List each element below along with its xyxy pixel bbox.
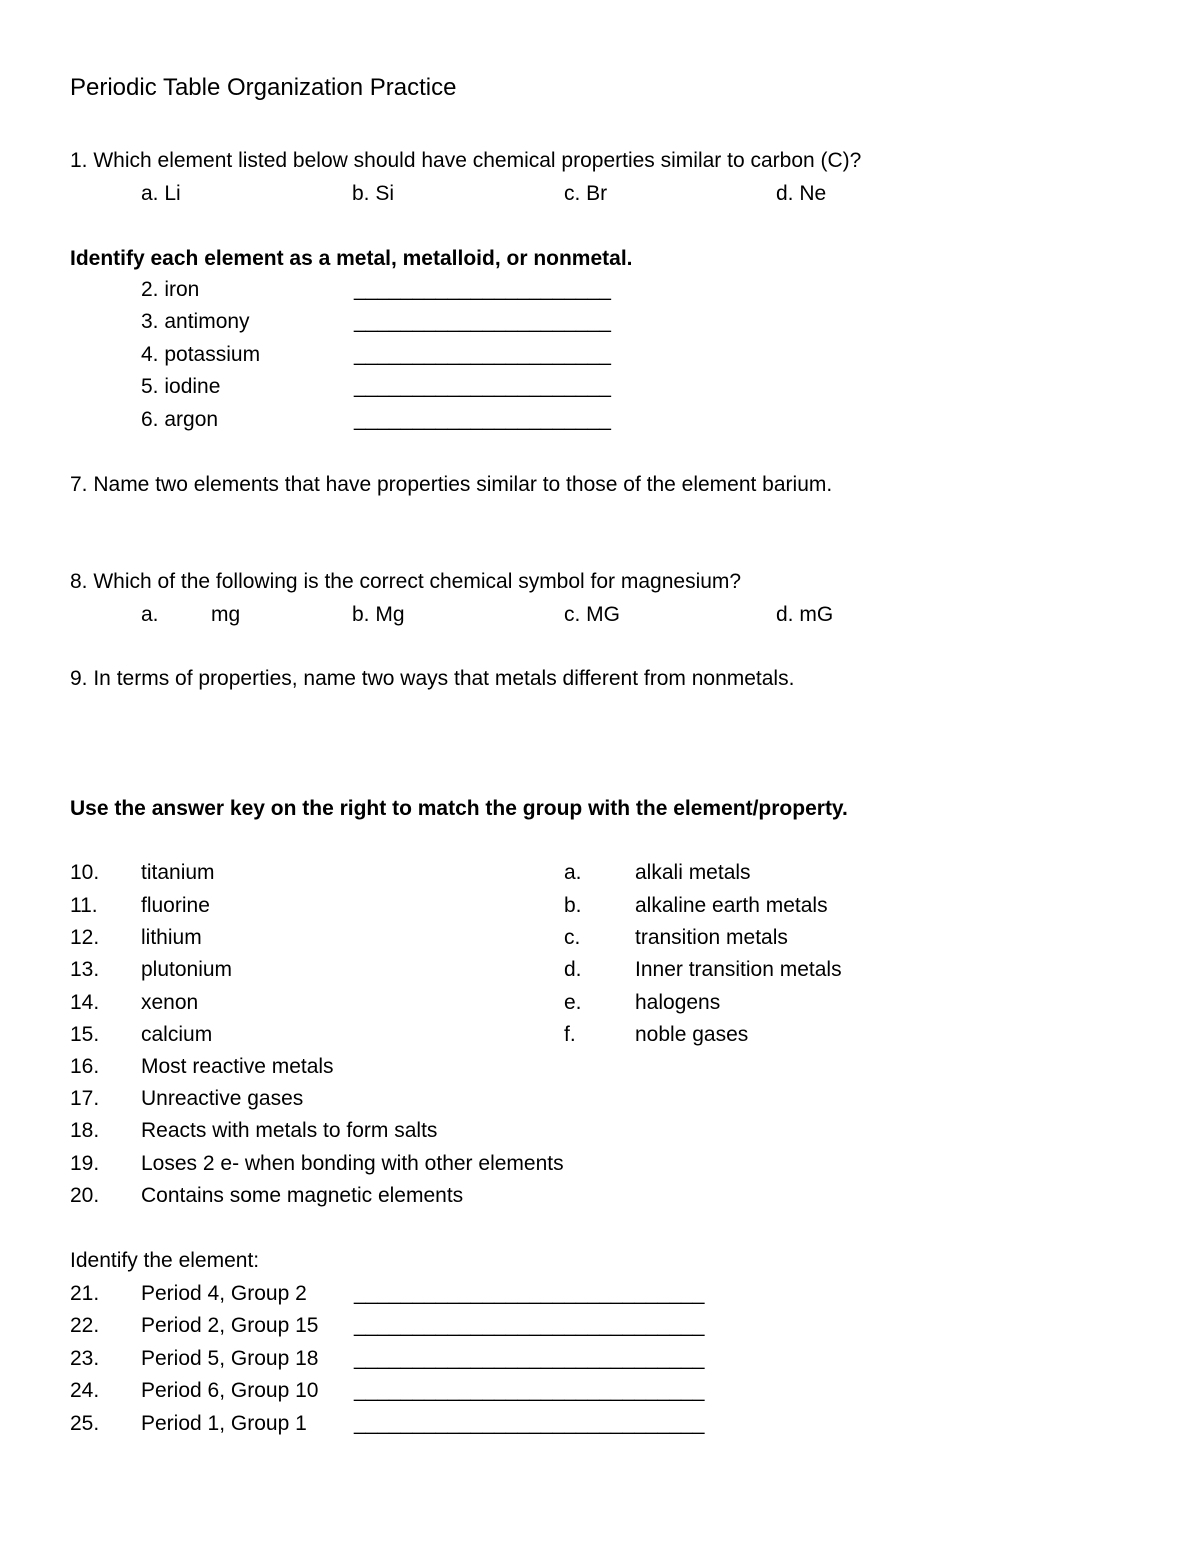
q8-option-d: d. mG — [776, 603, 834, 626]
answer-blank: ______________________ — [354, 343, 611, 366]
identify-heading: Identify the element: — [70, 1249, 260, 1272]
match-item-text: plutonium — [141, 958, 233, 981]
match-item-number: 10. — [70, 861, 100, 884]
question-9: 9. In terms of properties, name two ways that metals different from nonmetals. — [70, 667, 795, 690]
key-letter: a. — [564, 861, 582, 884]
answer-blank: ______________________________ — [354, 1379, 705, 1402]
key-text: alkali metals — [635, 861, 751, 884]
question-8: 8. Which of the following is the correct chemical symbol for magnesium? — [70, 570, 742, 593]
answer-blank: ______________________ — [354, 310, 611, 333]
match-item-text: Most reactive metals — [141, 1055, 334, 1078]
match-item-text: xenon — [141, 991, 199, 1014]
q1-option-a: a. Li — [141, 182, 181, 205]
match-item-number: 15. — [70, 1023, 100, 1046]
answer-blank: ______________________________ — [354, 1412, 705, 1435]
identify-item-text: Period 5, Group 18 — [141, 1347, 319, 1370]
answer-blank: ______________________ — [354, 375, 611, 398]
match-item-number: 18. — [70, 1119, 100, 1142]
match-item-number: 19. — [70, 1152, 100, 1175]
key-text: noble gases — [635, 1023, 749, 1046]
match-item-text: lithium — [141, 926, 202, 949]
question-7: 7. Name two elements that have properties similar to those of the element barium. — [70, 473, 833, 496]
match-item-number: 17. — [70, 1087, 100, 1110]
answer-blank: ______________________ — [354, 408, 611, 431]
answer-blank: ______________________________ — [354, 1347, 705, 1370]
key-text: halogens — [635, 991, 721, 1014]
key-text: alkaline earth metals — [635, 894, 828, 917]
key-letter: d. — [564, 958, 582, 981]
answer-blank: ______________________ — [354, 278, 611, 301]
identify-item-number: 22. — [70, 1314, 100, 1337]
q8-option-c: c. MG — [564, 603, 620, 626]
answer-blank: ______________________________ — [354, 1282, 705, 1305]
key-text: Inner transition metals — [635, 958, 842, 981]
identify-item-number: 23. — [70, 1347, 100, 1370]
match-item-number: 12. — [70, 926, 100, 949]
classify-item: 5. iodine — [141, 375, 221, 398]
answer-blank: ______________________________ — [354, 1314, 705, 1337]
key-letter: e. — [564, 991, 582, 1014]
q8-option-a-value: mg — [211, 603, 241, 626]
classify-item: 4. potassium — [141, 343, 261, 366]
match-item-number: 11. — [70, 894, 98, 917]
question-1: 1. Which element listed below should have chemical properties similar to carbon (C)? — [70, 149, 862, 172]
identify-item-number: 24. — [70, 1379, 100, 1402]
identify-item-text: Period 2, Group 15 — [141, 1314, 319, 1337]
classify-heading: Identify each element as a metal, metalloid, or nonmetal. — [70, 247, 633, 270]
match-item-text: Contains some magnetic elements — [141, 1184, 464, 1207]
q1-option-d: d. Ne — [776, 182, 827, 205]
key-letter: c. — [564, 926, 581, 949]
match-item-number: 16. — [70, 1055, 100, 1078]
match-item-number: 20. — [70, 1184, 100, 1207]
match-item-text: calcium — [141, 1023, 213, 1046]
key-letter: b. — [564, 894, 582, 917]
match-item-text: Unreactive gases — [141, 1087, 304, 1110]
classify-item: 2. iron — [141, 278, 200, 301]
match-item-number: 14. — [70, 991, 100, 1014]
identify-item-number: 21. — [70, 1282, 100, 1305]
classify-item: 6. argon — [141, 408, 219, 431]
identify-item-text: Period 6, Group 10 — [141, 1379, 319, 1402]
match-item-text: fluorine — [141, 894, 210, 917]
match-item-text: Reacts with metals to form salts — [141, 1119, 438, 1142]
q8-option-a-letter: a. — [141, 603, 159, 626]
classify-item: 3. antimony — [141, 310, 250, 333]
identify-item-number: 25. — [70, 1412, 100, 1435]
q1-option-b: b. Si — [352, 182, 395, 205]
match-item-text: Loses 2 e- when bonding with other elements — [141, 1152, 564, 1175]
q1-option-c: c. Br — [564, 182, 608, 205]
match-item-text: titanium — [141, 861, 215, 884]
key-letter: f. — [564, 1023, 576, 1046]
identify-item-text: Period 1, Group 1 — [141, 1412, 307, 1435]
key-text: transition metals — [635, 926, 788, 949]
match-heading: Use the answer key on the right to match the group with the element/property. — [70, 797, 848, 820]
match-item-number: 13. — [70, 958, 100, 981]
q8-option-b: b. Mg — [352, 603, 405, 626]
identify-item-text: Period 4, Group 2 — [141, 1282, 307, 1305]
page-title: Periodic Table Organization Practice — [70, 74, 457, 101]
